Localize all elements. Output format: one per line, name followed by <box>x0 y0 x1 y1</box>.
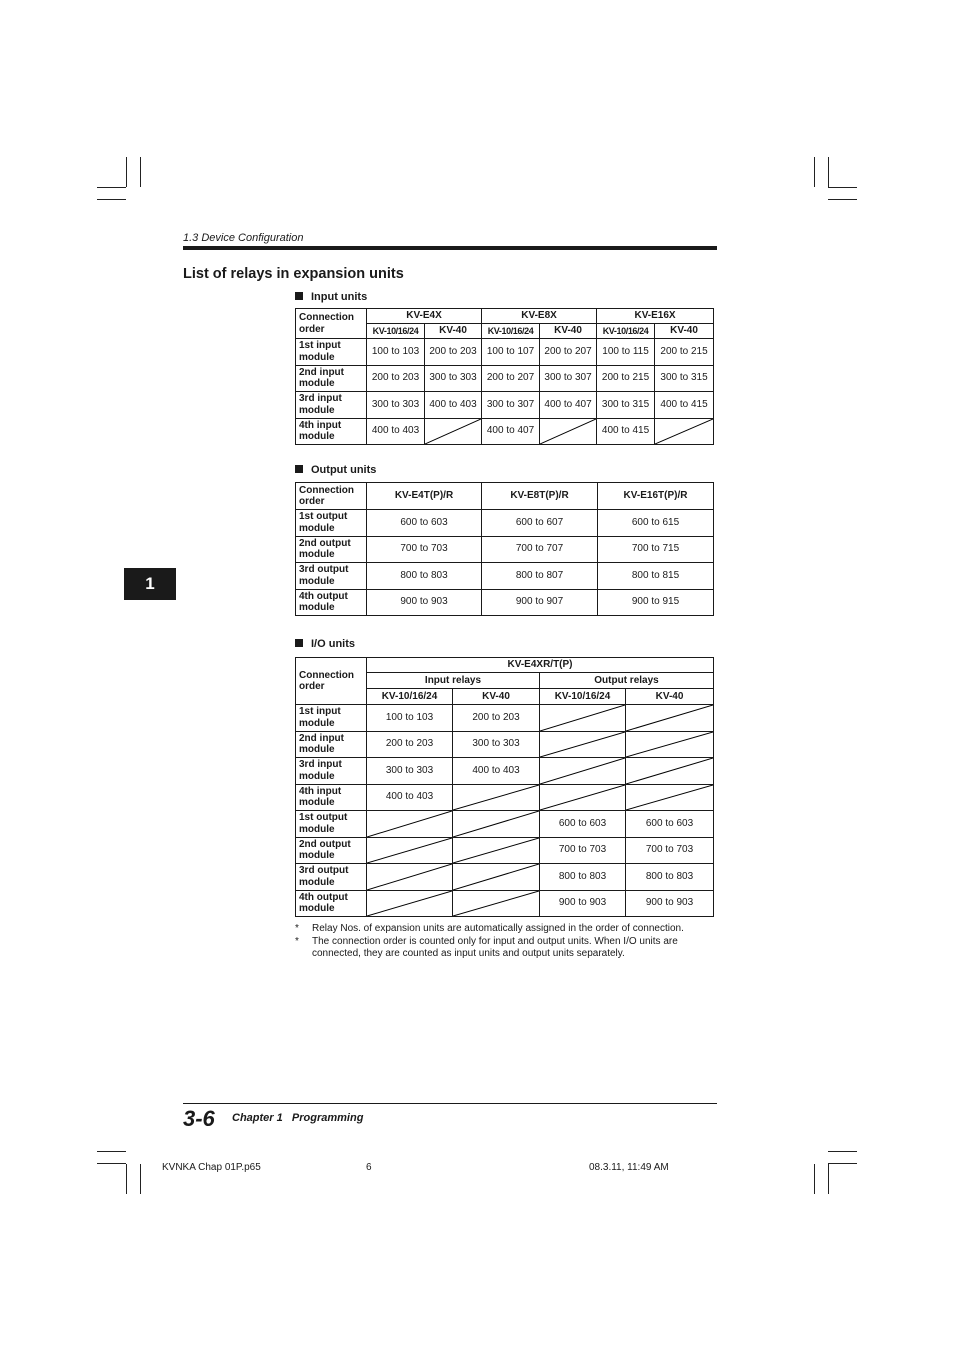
output-units-table <box>295 482 714 616</box>
model-header: KV-E4X <box>367 309 482 324</box>
table-cell: 300 to 303 <box>453 731 540 758</box>
sub-header: KV-10/16/24 <box>597 324 655 339</box>
empty-cell <box>453 864 540 891</box>
table-cell: 400 to 403 <box>453 758 540 785</box>
group-header: Output relays <box>540 673 714 689</box>
chapter-tab: 1 <box>124 568 176 600</box>
table-cell: 800 to 815 <box>598 563 714 590</box>
conn-order-header: Connection order <box>296 658 367 705</box>
model-header: KV-E8X <box>482 309 597 324</box>
table-cell: 700 to 703 <box>626 837 714 864</box>
empty-cell <box>453 811 540 838</box>
table-cell: 400 to 403 <box>367 418 425 445</box>
crop-mark <box>828 1151 857 1152</box>
sub-header: KV-10/16/24 <box>540 689 626 705</box>
table-cell: 200 to 207 <box>540 339 597 366</box>
input-units-table <box>295 308 714 445</box>
crop-mark <box>97 199 126 200</box>
crop-mark <box>814 1164 815 1194</box>
crop-mark <box>97 1151 126 1152</box>
row-label: 2nd input module <box>296 365 367 392</box>
table-cell: 100 to 107 <box>482 339 540 366</box>
table-cell: 700 to 707 <box>482 536 598 563</box>
table-cell: 700 to 715 <box>598 536 714 563</box>
empty-cell <box>626 705 714 732</box>
row-label: 1st output module <box>296 510 367 537</box>
table-row <box>296 837 714 864</box>
crop-mark <box>828 199 857 200</box>
crop-mark <box>126 1164 127 1194</box>
input-units-heading: Input units <box>295 291 367 303</box>
row-label: 3rd output module <box>296 864 367 891</box>
empty-cell <box>626 758 714 785</box>
table-row <box>296 589 714 616</box>
table-cell: 200 to 203 <box>367 731 453 758</box>
table-row <box>296 339 714 366</box>
model-header: KV-E4XR/T(P) <box>367 658 714 673</box>
table-row <box>296 731 714 758</box>
crop-mark <box>97 1163 126 1164</box>
table-row <box>296 758 714 785</box>
empty-cell <box>540 758 626 785</box>
table-cell: 200 to 215 <box>597 365 655 392</box>
group-header: Input relays <box>367 673 540 689</box>
row-label: 2nd output module <box>296 837 367 864</box>
table-cell: 400 to 407 <box>482 418 540 445</box>
crop-mark <box>828 157 829 187</box>
slug-filename: KVNKA Chap 01P.p65 <box>162 1162 261 1173</box>
empty-cell <box>655 418 714 445</box>
table-row <box>296 890 714 917</box>
page-title: List of relays in expansion units <box>183 266 404 282</box>
table-cell: 200 to 203 <box>453 705 540 732</box>
row-label: 3rd input module <box>296 392 367 419</box>
chapter-label: Chapter 1 Programming <box>232 1112 364 1124</box>
sub-header: KV-10/16/24 <box>367 689 453 705</box>
row-label: 4th input module <box>296 418 367 445</box>
slug-page: 6 <box>366 1162 372 1173</box>
table-cell: 400 to 415 <box>655 392 714 419</box>
crop-mark <box>126 157 127 187</box>
table-cell: 900 to 907 <box>482 589 598 616</box>
table-cell: 900 to 903 <box>367 589 482 616</box>
empty-cell <box>626 731 714 758</box>
sub-header: KV-40 <box>626 689 714 705</box>
table-cell: 200 to 215 <box>655 339 714 366</box>
empty-cell <box>626 784 714 811</box>
io-units-heading: I/O units <box>295 638 355 650</box>
empty-cell <box>425 418 482 445</box>
table-cell: 900 to 903 <box>626 890 714 917</box>
row-label: 1st input module <box>296 339 367 366</box>
sub-header: KV-10/16/24 <box>482 324 540 339</box>
output-units-heading: Output units <box>295 464 376 476</box>
table-row <box>296 563 714 590</box>
empty-cell <box>540 705 626 732</box>
conn-order-header: Connection order <box>296 483 367 510</box>
table-cell: 100 to 115 <box>597 339 655 366</box>
table-cell: 100 to 103 <box>367 705 453 732</box>
table-cell: 900 to 915 <box>598 589 714 616</box>
crop-mark <box>828 1163 857 1164</box>
row-label: 1st output module <box>296 811 367 838</box>
model-header: KV-E16T(P)/R <box>598 483 714 510</box>
io-units-table <box>295 657 714 917</box>
crop-mark <box>140 157 141 187</box>
row-label: 3rd output module <box>296 563 367 590</box>
table-cell: 400 to 403 <box>425 392 482 419</box>
table-cell: 200 to 203 <box>425 339 482 366</box>
table-cell: 600 to 603 <box>626 811 714 838</box>
sub-header: KV-40 <box>425 324 482 339</box>
footnote: * The connection order is counted only for input and output units. When I/O units are connected, they are counted as input units and output units separately. <box>295 935 678 959</box>
sub-header: KV-40 <box>540 324 597 339</box>
empty-cell <box>453 890 540 917</box>
crop-mark <box>814 157 815 187</box>
table-cell: 800 to 803 <box>367 563 482 590</box>
table-cell: 700 to 703 <box>540 837 626 864</box>
table-cell: 300 to 307 <box>540 365 597 392</box>
square-bullet-icon <box>295 639 303 647</box>
empty-cell <box>367 890 453 917</box>
model-header: KV-E4T(P)/R <box>367 483 482 510</box>
row-label: 4th output module <box>296 589 367 616</box>
crop-mark <box>828 187 857 188</box>
table-cell: 300 to 315 <box>597 392 655 419</box>
table-cell: 300 to 303 <box>367 392 425 419</box>
table-cell: 600 to 603 <box>540 811 626 838</box>
table-cell: 400 to 403 <box>367 784 453 811</box>
table-cell: 200 to 207 <box>482 365 540 392</box>
square-bullet-icon <box>295 465 303 473</box>
square-bullet-icon <box>295 292 303 300</box>
empty-cell <box>540 731 626 758</box>
slug-date: 08.3.11, 11:49 AM <box>589 1162 669 1173</box>
footnote: * Relay Nos. of expansion units are automatically assigned in the order of connection. <box>295 923 684 934</box>
empty-cell <box>367 864 453 891</box>
running-header: 1.3 Device Configuration <box>183 232 304 244</box>
sub-header: KV-40 <box>655 324 714 339</box>
table-row <box>296 864 714 891</box>
empty-cell <box>453 837 540 864</box>
row-label: 3rd input module <box>296 758 367 785</box>
table-cell: 300 to 303 <box>425 365 482 392</box>
row-label: 1st input module <box>296 705 367 732</box>
table-row <box>296 536 714 563</box>
crop-mark <box>97 187 126 188</box>
table-row <box>296 705 714 732</box>
empty-cell <box>453 784 540 811</box>
crop-mark <box>140 1164 141 1194</box>
table-row <box>296 510 714 537</box>
table-cell: 400 to 415 <box>597 418 655 445</box>
table-cell: 100 to 103 <box>367 339 425 366</box>
table-cell: 200 to 203 <box>367 365 425 392</box>
table-row <box>296 365 714 392</box>
crop-mark <box>828 1164 829 1194</box>
table-cell: 600 to 607 <box>482 510 598 537</box>
table-cell: 300 to 303 <box>367 758 453 785</box>
row-label: 4th output module <box>296 890 367 917</box>
sub-header: KV-40 <box>453 689 540 705</box>
table-cell: 800 to 803 <box>626 864 714 891</box>
empty-cell <box>367 811 453 838</box>
empty-cell <box>540 418 597 445</box>
table-cell: 700 to 703 <box>367 536 482 563</box>
page-number: 3-6 <box>183 1106 215 1131</box>
table-cell: 400 to 407 <box>540 392 597 419</box>
row-label: 2nd input module <box>296 731 367 758</box>
empty-cell <box>540 784 626 811</box>
sub-header: KV-10/16/24 <box>367 324 425 339</box>
table-cell: 800 to 803 <box>540 864 626 891</box>
row-label: 2nd output module <box>296 536 367 563</box>
footnotes <box>295 923 715 961</box>
table-row <box>296 811 714 838</box>
table-row <box>296 418 714 445</box>
row-label: 4th input module <box>296 784 367 811</box>
header-rule <box>183 246 717 250</box>
footer-rule <box>183 1103 717 1104</box>
table-cell: 800 to 807 <box>482 563 598 590</box>
table-cell: 600 to 615 <box>598 510 714 537</box>
table-row <box>296 784 714 811</box>
table-cell: 600 to 603 <box>367 510 482 537</box>
table-cell: 300 to 307 <box>482 392 540 419</box>
table-row <box>296 392 714 419</box>
model-header: KV-E8T(P)/R <box>482 483 598 510</box>
table-cell: 900 to 903 <box>540 890 626 917</box>
table-cell: 300 to 315 <box>655 365 714 392</box>
conn-order-header: Connection order <box>296 309 367 339</box>
empty-cell <box>367 837 453 864</box>
model-header: KV-E16X <box>597 309 714 324</box>
